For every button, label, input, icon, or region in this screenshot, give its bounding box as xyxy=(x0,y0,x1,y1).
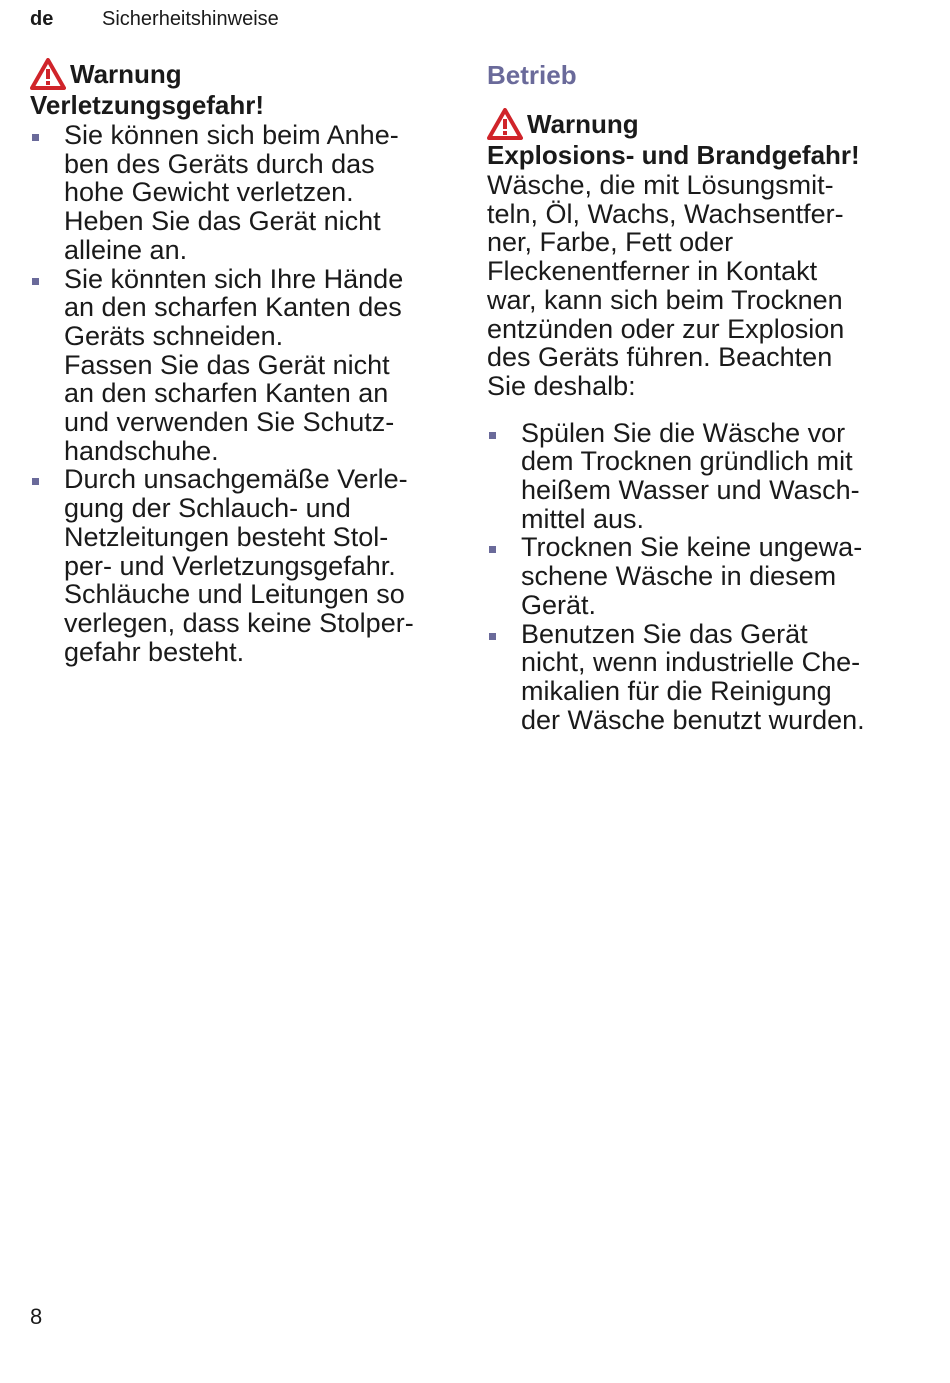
language-code: de xyxy=(30,8,54,30)
warning-triangle-icon xyxy=(30,58,66,90)
intro-paragraph: Wäsche, die mit Lösungsmit- teln, Öl, Wachs, Wachsentfer- ner, Farbe, Fett oder Fleckenentferner in Kontakt war, kann sich beim Trocknen entzünden oder zur Explosion des Geräts führen. Beachten Sie deshalb: xyxy=(487,170,845,401)
item-text: Sie könnten sich Ihre Hände an den scharfen Kanten des Geräts schneiden. xyxy=(64,263,404,351)
list-item xyxy=(487,419,917,534)
item-text: Fassen Sie das Gerät nicht an den scharfen Kanten an und verwenden Sie Schutz- handschuhe. xyxy=(64,349,395,466)
warning-title: Verletzungsgefahr! xyxy=(30,90,265,120)
bullet-square-icon xyxy=(489,633,496,640)
warning-label: Warnung xyxy=(527,108,639,139)
bullet-square-icon xyxy=(32,134,39,141)
section-name: Sicherheitshinweise xyxy=(102,8,279,30)
list-item xyxy=(487,620,917,735)
item-text: Sie können sich beim Anhe- ben des Geräts durch das hohe Gewicht verletzen. Heben Sie das Gerät nicht alleine an. xyxy=(64,120,399,265)
list-item xyxy=(487,533,917,619)
warning-triangle-icon xyxy=(487,108,523,140)
warning-title: Explosions- und Brandgefahr! xyxy=(487,140,860,170)
bullet-list xyxy=(30,121,450,666)
bullet-square-icon xyxy=(32,478,39,485)
item-text: Benutzen Sie das Gerät nicht, wenn industrielle Che- mikalien für die Reinigung der Wäsche benutzt wurden. xyxy=(521,618,865,735)
bullet-square-icon xyxy=(32,278,39,285)
item-text: Trocknen Sie keine ungewa- schene Wäsche in diesem Gerät. xyxy=(521,532,863,620)
item-text: Durch unsachgemäße Verle- gung der Schlauch- und Netzleitungen besteht Stol- per- und Verletzungsgefahr. Schläuche und Leitungen so verlegen, dass keine Stolper- gefahr besteht. xyxy=(64,464,414,667)
warning-block-injury xyxy=(30,58,450,121)
right-column xyxy=(487,58,917,734)
bullet-square-icon xyxy=(489,546,496,553)
list-item xyxy=(30,465,450,666)
list-item xyxy=(30,121,450,265)
bullet-square-icon xyxy=(489,432,496,439)
warning-label: Warnung xyxy=(70,58,182,89)
warning-block-explosion xyxy=(487,108,917,171)
bullet-list xyxy=(487,419,917,735)
left-column xyxy=(30,58,450,666)
page-number: 8 xyxy=(30,1304,43,1329)
item-text: Spülen Sie die Wäsche vor dem Trocknen gründlich mit heißem Wasser und Wasch- mittel aus. xyxy=(521,417,860,534)
list-item xyxy=(30,265,450,466)
section-title: Betrieb xyxy=(487,60,577,90)
